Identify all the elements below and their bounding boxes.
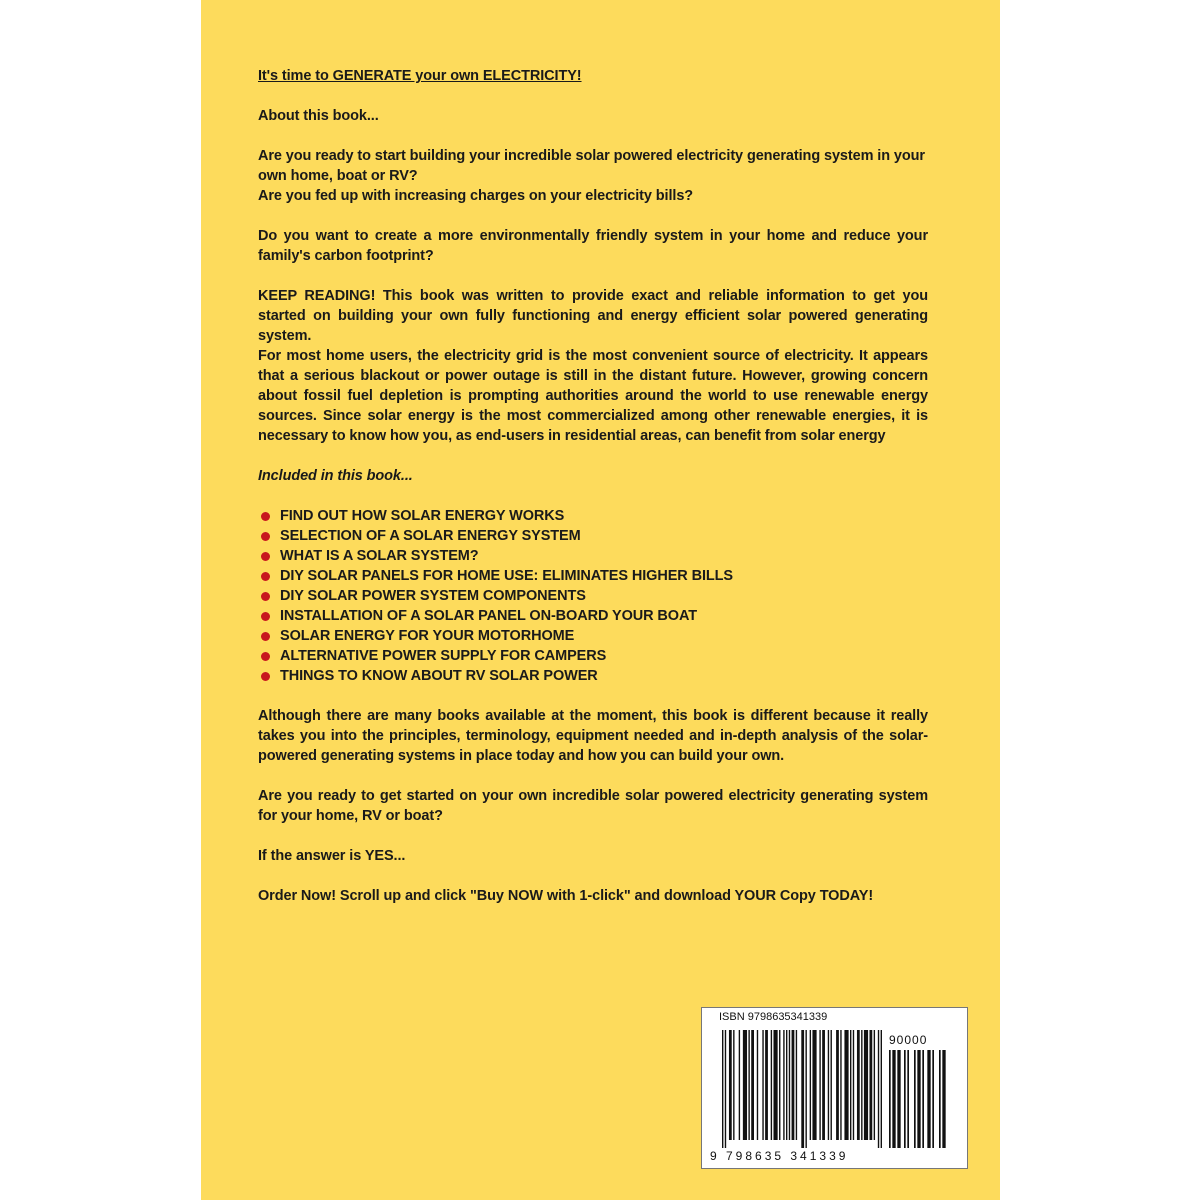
- barcode-bar: [722, 1030, 723, 1148]
- feature-label: ALTERNATIVE POWER SUPPLY FOR CAMPERS: [280, 648, 607, 664]
- feature-label: FIND OUT HOW SOLAR ENERGY WORKS: [280, 508, 565, 524]
- barcode-bar: [850, 1030, 851, 1140]
- barcode-bar: [904, 1050, 906, 1148]
- bullet-icon: [261, 632, 270, 641]
- feature-label: DIY SOLAR POWER SYSTEM COMPONENTS: [280, 588, 586, 604]
- barcode-bar: [786, 1030, 787, 1140]
- question-paragraph: Do you want to create a more environmentally friendly system in your home and reduce your family's carbon footprint?: [258, 228, 928, 264]
- barcode-bar: [922, 1050, 924, 1148]
- bullet-icon: [261, 592, 270, 601]
- bullet-icon: [261, 512, 270, 521]
- barcode-bar: [762, 1030, 763, 1140]
- barcode-bar: [914, 1050, 916, 1148]
- included-heading: Included in this book...: [258, 468, 413, 484]
- barcode-bar: [819, 1030, 820, 1140]
- barcode-bar: [831, 1030, 832, 1140]
- barcode-bar: [874, 1030, 875, 1140]
- intro-line: Are you ready to start building your incredible solar powered electricity generating system in your own home, boat or RV?: [258, 148, 925, 184]
- barcode-bar: [857, 1030, 860, 1140]
- barcode-bar: [932, 1050, 934, 1148]
- list-item: [280, 526, 928, 546]
- addon-barcode-icon: [889, 1050, 951, 1150]
- barcode-bar: [907, 1050, 909, 1148]
- barcode-bar: [892, 1050, 895, 1148]
- barcode-bar: [792, 1030, 795, 1140]
- barcode-bar: [739, 1030, 740, 1140]
- list-item: [280, 546, 928, 566]
- list-item: [280, 626, 928, 646]
- barcode-bar: [889, 1050, 891, 1148]
- list-item: [280, 646, 928, 666]
- barcode-bar: [861, 1030, 862, 1140]
- barcode-bar: [796, 1030, 797, 1140]
- feature-label: THINGS TO KNOW ABOUT RV SOLAR POWER: [280, 668, 598, 684]
- isbn-digits: 9 798635 341339: [710, 1149, 849, 1163]
- list-item: [280, 506, 928, 526]
- list-item: [280, 566, 928, 586]
- barcode-bar: [828, 1030, 829, 1140]
- list-item: [280, 606, 928, 626]
- barcode-bar: [864, 1030, 868, 1140]
- barcode-bar: [805, 1030, 806, 1148]
- barcode-bar: [789, 1030, 790, 1140]
- keep-reading-paragraph: KEEP READING! This book was written to provide exact and reliable information to get you started on building your own fully functioning and energy efficient solar powered generating system.: [258, 288, 928, 344]
- barcode-bar: [881, 1030, 882, 1148]
- barcode-bar: [801, 1030, 804, 1148]
- answer-line: If the answer is YES...: [258, 848, 406, 864]
- barcode-bar: [812, 1030, 816, 1140]
- barcode-bar: [927, 1050, 930, 1148]
- feature-label: WHAT IS A SOLAR SYSTEM?: [280, 548, 479, 564]
- barcode-bar: [942, 1050, 945, 1148]
- feature-list: [258, 506, 928, 686]
- barcode-bar: [853, 1030, 854, 1140]
- barcode-bar: [844, 1030, 848, 1140]
- barcode-bar: [822, 1030, 825, 1140]
- barcode-bar: [748, 1030, 749, 1140]
- bullet-icon: [261, 672, 270, 681]
- grid-paragraph: For most home users, the electricity grid is the most convenient source of electricity. It appears that a serious blackout or power outage is still in the distant future. However, growing concern about fossil fuel depletion is prompting authorities around the world to use renewable energy sources. Since solar energy is the most commercialized among other renewable energies, it is necessary to know how you, as end-users in residential areas, can benefit from solar energy: [258, 348, 928, 444]
- feature-label: DIY SOLAR PANELS FOR HOME USE: ELIMINATES HIGHER BILLS: [280, 568, 733, 584]
- barcode-bar: [878, 1030, 879, 1148]
- feature-label: SOLAR ENERGY FOR YOUR MOTORHOME: [280, 628, 575, 644]
- barcode-bar: [733, 1030, 734, 1140]
- barcode-bar: [869, 1030, 872, 1140]
- barcode-bar: [757, 1030, 758, 1140]
- barcode-bar: [783, 1030, 784, 1140]
- order-paragraph: Order Now! Scroll up and click "Buy NOW with 1-click" and download YOUR Copy TODAY!: [258, 888, 874, 904]
- feature-label: SELECTION OF A SOLAR ENERGY SYSTEM: [280, 528, 581, 544]
- barcode-bar: [751, 1030, 754, 1140]
- blurb: [258, 66, 928, 906]
- bullet-icon: [261, 612, 270, 621]
- isbn-label: ISBN 9798635341339: [719, 1011, 828, 1023]
- list-item: [280, 586, 928, 606]
- feature-label: INSTALLATION OF A SOLAR PANEL ON-BOARD YOUR BOAT: [280, 608, 698, 624]
- barcode-bar: [779, 1030, 780, 1140]
- bullet-icon: [261, 652, 270, 661]
- intro-line: Are you fed up with increasing charges on your electricity bills?: [258, 188, 694, 204]
- barcode-icon: [722, 1030, 882, 1150]
- barcode-bar: [810, 1030, 811, 1140]
- bullet-icon: [261, 572, 270, 581]
- barcode-bar: [836, 1030, 839, 1140]
- barcode-bar: [939, 1050, 941, 1148]
- different-paragraph: Although there are many books available at the moment, this book is different because it really takes you into the principles, terminology, equipment needed and in-depth analysis of the solar-powered generating systems in place today and how you can build your own.: [258, 708, 928, 764]
- barcode-bar: [773, 1030, 777, 1140]
- barcode-bar: [771, 1030, 772, 1140]
- barcode-panel: [701, 1007, 968, 1169]
- barcode-bar: [840, 1030, 841, 1140]
- barcode-bar: [897, 1050, 900, 1148]
- price-code: 90000: [889, 1033, 928, 1047]
- bullet-icon: [261, 552, 270, 561]
- barcode-bar: [725, 1030, 726, 1148]
- ready-paragraph: Are you ready to get started on your own incredible solar powered electricity generating system for your home, RV or boat?: [258, 788, 928, 824]
- bullet-icon: [261, 532, 270, 541]
- barcode-bar: [917, 1050, 920, 1148]
- barcode-bar: [729, 1030, 732, 1140]
- about-heading: About this book...: [258, 108, 379, 124]
- headline: It's time to GENERATE your own ELECTRICITY!: [258, 68, 582, 84]
- barcode-bar: [743, 1030, 747, 1140]
- barcode-bar: [765, 1030, 768, 1140]
- list-item: [280, 666, 928, 686]
